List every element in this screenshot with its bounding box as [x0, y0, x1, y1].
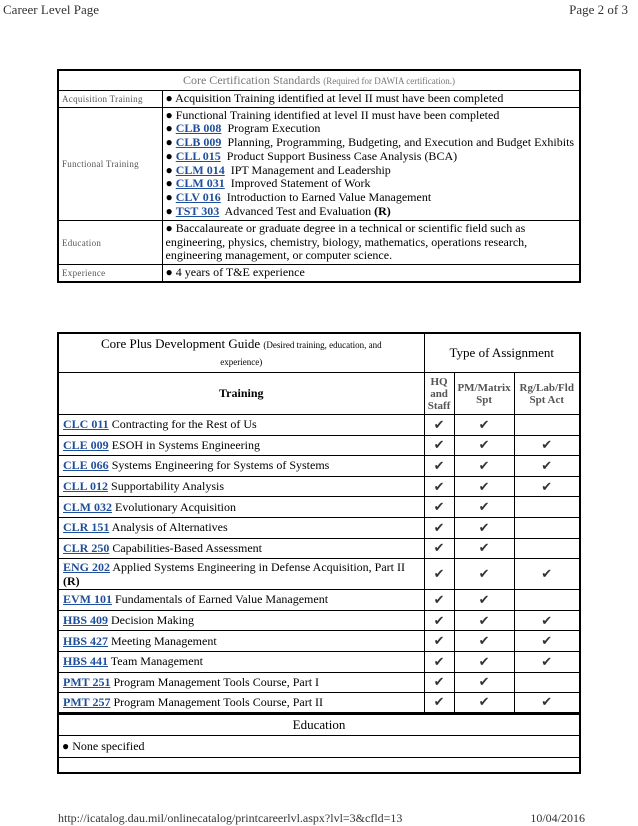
course-code-link[interactable]: CLE 009	[63, 437, 109, 452]
assignment-cell	[514, 497, 580, 518]
bullet-icon: ●	[165, 265, 173, 280]
course-code-link[interactable]: CLR 250	[63, 540, 110, 555]
check-icon: ✔	[433, 499, 445, 515]
table-row	[58, 435, 580, 456]
assignment-cell	[454, 693, 514, 714]
course-cell	[58, 538, 424, 559]
course-cell	[58, 559, 424, 590]
assignment-cell	[514, 693, 580, 714]
assignment-cell	[424, 590, 454, 611]
functional-label: Functional Training	[58, 107, 162, 220]
check-icon: ✔	[478, 540, 490, 556]
course-code-link[interactable]: PMT 257	[63, 694, 111, 709]
course-code-link[interactable]: CLE 066	[63, 458, 109, 473]
assignment-cell	[514, 517, 580, 538]
course-title: Fundamentals of Earned Value Management	[112, 592, 329, 607]
check-icon: ✔	[541, 566, 553, 582]
assignment-cell	[454, 631, 514, 652]
assignment-cell	[454, 538, 514, 559]
page-header-title: Career Level Page	[3, 2, 100, 17]
check-icon: ✔	[541, 478, 553, 494]
check-icon: ✔	[433, 694, 445, 710]
assignment-cell	[424, 651, 454, 672]
check-icon: ✔	[478, 633, 490, 649]
table-row	[58, 631, 580, 652]
assignment-cell	[514, 559, 580, 590]
check-icon: ✔	[478, 591, 490, 607]
course-title: IPT Management and Leadership	[224, 162, 391, 177]
assignment-cell	[424, 693, 454, 714]
bullet-icon: ●	[165, 135, 173, 150]
course-title: Evolutionary Acquisition	[112, 499, 236, 514]
course-cell	[58, 590, 424, 611]
assignment-cell	[454, 559, 514, 590]
certification-table	[57, 69, 581, 283]
check-icon: ✔	[478, 478, 490, 494]
check-icon: ✔	[433, 416, 445, 432]
check-icon: ✔	[478, 519, 490, 535]
check-icon: ✔	[433, 674, 445, 690]
assignment-cell	[424, 415, 454, 436]
check-icon: ✔	[478, 416, 490, 432]
bullet-icon: ●	[165, 90, 173, 105]
assignment-cell	[424, 538, 454, 559]
check-icon: ✔	[433, 540, 445, 556]
assignment-cell	[454, 610, 514, 631]
education-item-text: None specified	[72, 738, 145, 753]
check-icon: ✔	[433, 653, 445, 669]
assignment-cell	[454, 435, 514, 456]
bullet-icon: ●	[165, 176, 173, 191]
assignment-cell	[454, 476, 514, 497]
check-icon: ✔	[433, 612, 445, 628]
development-title: Core Plus Development Guide	[100, 336, 261, 351]
course-cell	[58, 651, 424, 672]
check-icon: ✔	[541, 437, 553, 453]
footer-url: http://icatalog.dau.mil/onlinecatalog/printcareerlvl.aspx?lvl=3&cfld=13	[58, 811, 403, 825]
education-text: Baccalaureate or graduate degree in a technical or scientific field such as engineering, physics, chemistry, biology, mathematics, operations research, engineering management, or computer science.	[165, 220, 528, 263]
table-row	[58, 497, 580, 518]
course-title: Systems Engineering for Systems of Systems	[108, 458, 330, 473]
education-content	[162, 220, 580, 264]
assignment-cell	[424, 476, 454, 497]
assignment-cell	[424, 456, 454, 477]
assignment-cell	[454, 517, 514, 538]
education-item	[58, 735, 580, 757]
check-icon: ✔	[478, 499, 490, 515]
table-row	[58, 590, 580, 611]
assignment-cell	[424, 517, 454, 538]
check-icon: ✔	[433, 633, 445, 649]
acquisition-label: Acquisition Training	[58, 90, 162, 107]
functional-intro: Functional Training identified at level II must have been completed	[175, 107, 500, 122]
course-cell	[58, 517, 424, 538]
assignment-cell	[454, 456, 514, 477]
course-title: Supportability Analysis	[108, 479, 225, 494]
column-header-pm-matrix: PM/Matrix Spt	[454, 373, 514, 415]
course-code-link[interactable]: HBS 409	[63, 613, 109, 628]
functional-intro-line	[166, 109, 578, 123]
assignment-cell	[514, 476, 580, 497]
footer-date: 10/04/2016	[530, 811, 585, 825]
check-icon: ✔	[541, 612, 553, 628]
check-icon: ✔	[541, 633, 553, 649]
course-code-link[interactable]: CLM 031	[175, 176, 225, 191]
course-code-link[interactable]: ENG 202	[63, 560, 111, 575]
functional-course-line	[166, 205, 578, 219]
course-cell	[58, 435, 424, 456]
check-icon: ✔	[433, 478, 445, 494]
functional-course-line	[166, 150, 578, 164]
course-cell	[58, 672, 424, 693]
bullet-icon: ●	[165, 162, 173, 177]
course-title: Planning, Programming, Budgeting, and Execution and Budget Exhibits	[221, 135, 575, 150]
education-header: Education	[58, 713, 580, 735]
course-title: Product Support Business Case Analysis (BCA)	[220, 148, 458, 163]
assignment-cell	[454, 651, 514, 672]
page-number: Page 2 of 3	[569, 2, 628, 17]
check-icon: ✔	[541, 457, 553, 473]
course-code-link[interactable]: HBS 427	[63, 633, 109, 648]
course-title: Advanced Test and Evaluation	[219, 204, 375, 219]
assignment-cell	[514, 456, 580, 477]
assignment-cell	[424, 497, 454, 518]
functional-course-line	[166, 164, 578, 178]
development-title-note: (Desired training, education, and experience)	[220, 340, 382, 367]
course-code-link[interactable]: EVM 101	[63, 592, 112, 607]
course-code-link[interactable]: CLM 014	[175, 162, 225, 177]
course-code-link[interactable]: PMT 251	[63, 674, 111, 689]
table-row	[58, 476, 580, 497]
course-code-link[interactable]: CLB 008	[175, 121, 222, 136]
assignment-cell	[454, 415, 514, 436]
check-icon: ✔	[541, 653, 553, 669]
table-row	[58, 415, 580, 436]
table-row	[58, 559, 580, 590]
course-cell	[58, 456, 424, 477]
course-code-link[interactable]: TST 303	[175, 204, 220, 219]
course-title: Improved Statement of Work	[224, 176, 371, 191]
course-title: Analysis of Alternatives	[109, 520, 228, 535]
table-row	[58, 610, 580, 631]
bullet-icon: ●	[165, 220, 173, 235]
assignment-cell	[514, 631, 580, 652]
course-cell	[58, 631, 424, 652]
assignment-cell	[514, 610, 580, 631]
certification-title: Core Certification Standards	[182, 72, 321, 87]
assignment-cell	[514, 672, 580, 693]
course-code-link[interactable]: CLC 011	[63, 417, 109, 432]
certification-title-note: (Required for DAWIA certification.)	[323, 75, 456, 86]
acquisition-text: Acquisition Training identified at level II must have been completed	[175, 90, 504, 105]
check-icon: ✔	[478, 457, 490, 473]
course-cell	[58, 610, 424, 631]
assignment-cell	[424, 610, 454, 631]
assignment-cell	[514, 651, 580, 672]
table-row	[58, 672, 580, 693]
type-of-assignment-header: Type of Assignment	[424, 333, 580, 373]
column-header-hq-staff: HQ and Staff	[424, 373, 454, 415]
check-icon: ✔	[433, 437, 445, 453]
course-title: Decision Making	[108, 613, 195, 628]
check-icon: ✔	[433, 519, 445, 535]
course-code-link[interactable]: CLV 016	[175, 190, 221, 205]
check-icon: ✔	[433, 591, 445, 607]
course-title: Program Management Tools Course, Part II	[110, 694, 324, 709]
check-icon: ✔	[478, 694, 490, 710]
table-row	[58, 651, 580, 672]
assignment-cell	[514, 538, 580, 559]
assignment-cell	[454, 590, 514, 611]
column-header-rg-lab-fld: Rg/Lab/Fld Spt Act	[514, 373, 580, 415]
course-code-link[interactable]: CLR 151	[63, 520, 110, 535]
course-title: Capabilities-Based Assessment	[109, 540, 262, 555]
functional-course-line	[166, 136, 578, 150]
assignment-cell	[424, 631, 454, 652]
acquisition-content	[162, 90, 580, 107]
table-row	[58, 693, 580, 714]
check-icon: ✔	[433, 457, 445, 473]
bullet-icon: ●	[62, 738, 70, 753]
course-code-link[interactable]: CLM 032	[63, 499, 112, 514]
course-rows	[58, 415, 580, 714]
course-cell	[58, 415, 424, 436]
functional-course-line	[166, 177, 578, 191]
assignment-cell	[424, 672, 454, 693]
functional-content	[162, 107, 580, 220]
course-code-link[interactable]: CLL 015	[175, 148, 221, 163]
check-icon: ✔	[541, 694, 553, 710]
certification-title-cell	[58, 70, 580, 90]
assignment-cell	[514, 415, 580, 436]
bullet-icon: ●	[165, 121, 173, 136]
check-icon: ✔	[478, 674, 490, 690]
assignment-cell	[424, 435, 454, 456]
bullet-icon: ●	[165, 190, 173, 205]
check-icon: ✔	[478, 653, 490, 669]
course-cell	[58, 476, 424, 497]
course-title: Meeting Management	[108, 633, 217, 648]
functional-course-line	[166, 191, 578, 205]
bullet-icon: ●	[165, 204, 173, 219]
blank-row	[58, 757, 580, 773]
course-title: Team Management	[108, 654, 203, 669]
table-row	[58, 517, 580, 538]
course-code-link[interactable]: HBS 441	[63, 654, 109, 669]
check-icon: ✔	[433, 566, 445, 582]
assignment-cell	[454, 497, 514, 518]
course-code-link[interactable]: CLB 009	[175, 135, 222, 150]
course-title: Introduction to Earned Value Management	[220, 190, 432, 205]
assignment-cell	[454, 672, 514, 693]
course-title: Program Management Tools Course, Part I	[110, 674, 320, 689]
assignment-cell	[424, 559, 454, 590]
check-icon: ✔	[478, 612, 490, 628]
check-icon: ✔	[478, 437, 490, 453]
training-header: Training	[58, 373, 424, 415]
course-title: Applied Systems Engineering in Defense Acquisition, Part II	[110, 560, 408, 575]
required-marker: (R)	[374, 204, 391, 219]
course-title: ESOH in Systems Engineering	[108, 437, 261, 452]
experience-content	[162, 265, 580, 282]
table-row	[58, 456, 580, 477]
experience-text: 4 years of T&E experience	[175, 265, 305, 280]
development-title-cell	[58, 333, 424, 373]
bullet-icon: ●	[165, 107, 173, 122]
assignment-cell	[514, 435, 580, 456]
course-title: Program Execution	[221, 121, 321, 136]
course-title: Contracting for the Rest of Us	[108, 417, 257, 432]
course-code-link[interactable]: CLL 012	[63, 479, 109, 494]
course-cell	[58, 693, 424, 714]
course-cell	[58, 497, 424, 518]
table-row	[58, 538, 580, 559]
education-label: Education	[58, 220, 162, 264]
check-icon: ✔	[478, 566, 490, 582]
experience-label: Experience	[58, 265, 162, 282]
bullet-icon: ●	[165, 148, 173, 163]
development-guide-table	[57, 332, 581, 774]
required-marker: (R)	[63, 574, 80, 589]
assignment-cell	[514, 590, 580, 611]
functional-course-line	[166, 122, 578, 136]
